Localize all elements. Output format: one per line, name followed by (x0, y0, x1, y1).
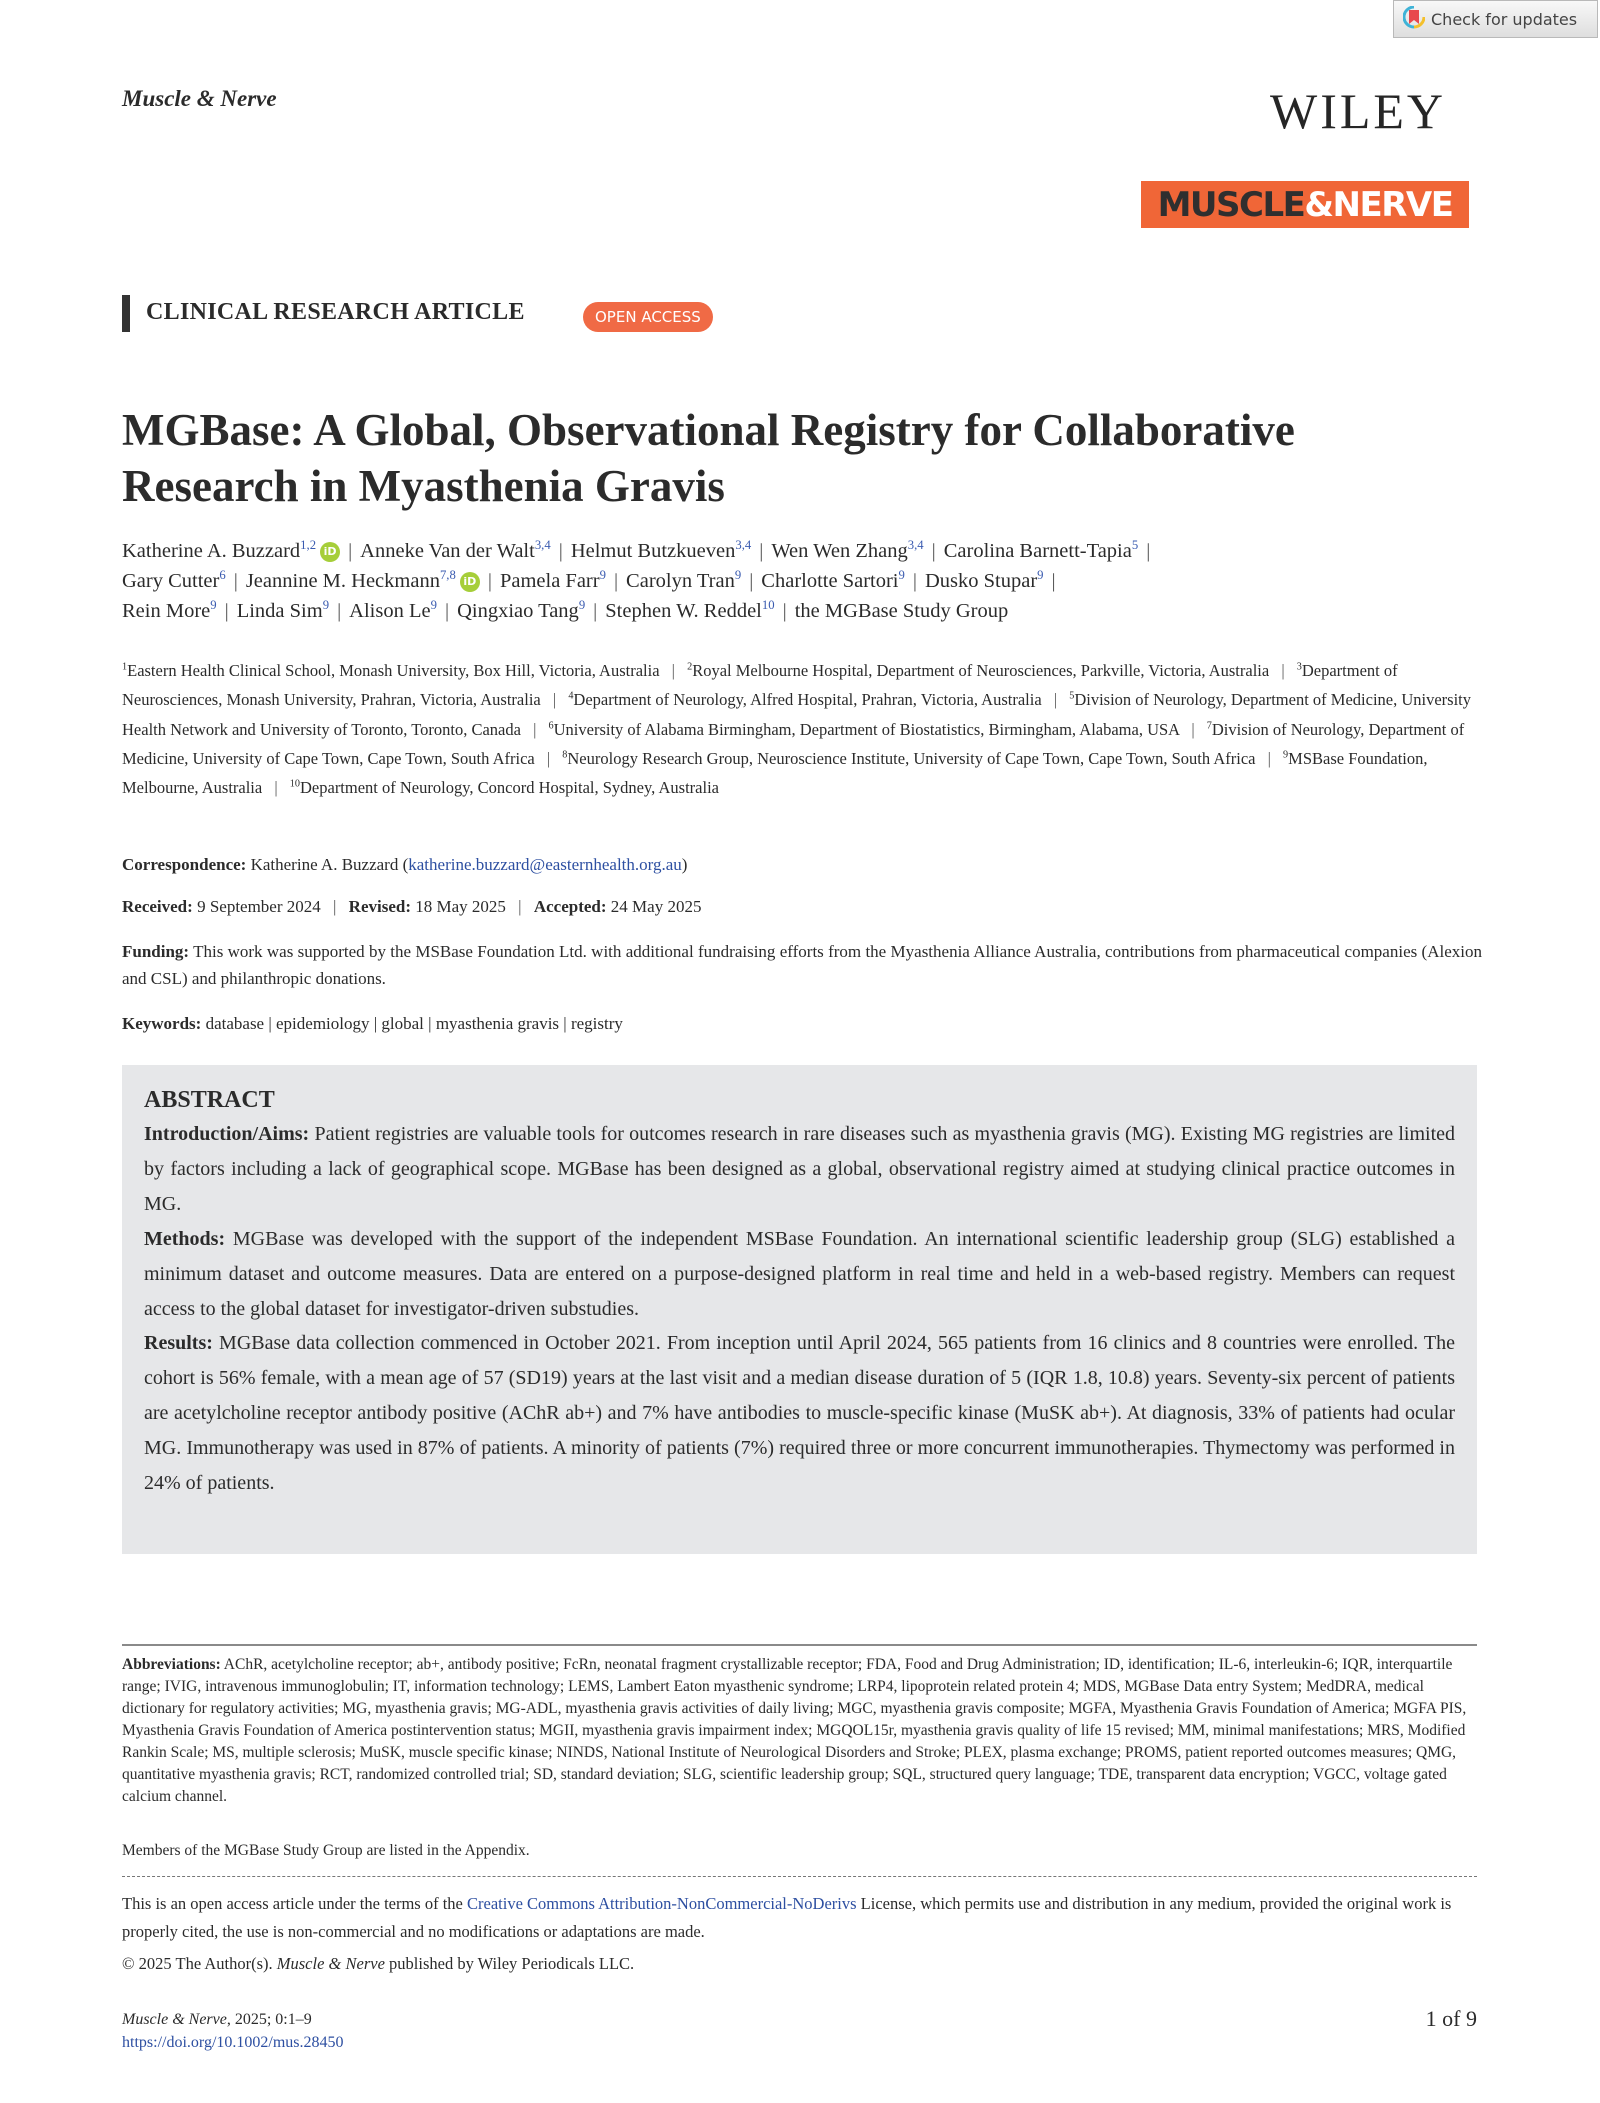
author[interactable]: Gary Cutter (122, 570, 220, 592)
affiliation: $^5$Division of Neurology, Department of Medicine, University Health Network and University of Toronto, Toronto, Canada (122, 690, 1472, 739)
accepted-date: 24 May 2025 (610, 897, 702, 916)
copyright-after: published by Wiley Periodicals LLC. (384, 1954, 635, 1973)
separator: | (274, 778, 278, 798)
revised-label: Revised: (348, 897, 411, 916)
affiliation-ref[interactable]: 1,2 (300, 538, 317, 553)
crossmark-icon (1403, 6, 1425, 32)
footer-journal-name: Muscle & Nerve (122, 2011, 227, 2028)
funding-label: Funding: (122, 942, 190, 961)
affiliation: $^3$Department of Neurosciences, Monash University, Prahran, Victoria, Australia (122, 661, 1398, 710)
abstract-section-text: MGBase data collection commenced in October 2021. From inception until April 2024, 565 patients from 16 clinics and 8 countries were enrolled. The cohort is 56% female, with a mean age of 57 (SD19) years at the last visit and a median disease duration of 5 (IQR 1.8, 10.8) years. Seventy-six percent of patients are acetylcholine receptor antibody positive (AChR ab+) and 7% have antibodies to muscle-specific kinase (MuSK ab+). At diagnosis, 33% of patients had ocular MG. Immunotherapy was used in 87% of patients. A minority of patients (7%) required three or more concurrent immunotherapies. Thymectomy was performed in 24% of patients. (144, 1332, 1455, 1495)
separator: | (671, 661, 675, 680)
funding-text: This work was supported by the MSBase Foundation Ltd. with additional fundraising efforts from the Myasthenia Alliance Australia, contributions from pharmaceutical companies (Alexion and CSL) and philanthropic donations. (122, 942, 1482, 988)
abbreviations-text: AChR, acetylcholine receptor; ab+, antibody positive; FcRn, neonatal fragment crystallizable receptor; FDA, Food and Drug Administration; ID, identification; IL-6, interleukin-6; IQR, interquartile range; IVIG, intravenous immunoglobulin; IT, information technology; LEMS, Lambert Eaton myasthenic syndrome; LRP4, lipoprotein related protein 4; MDS, MGBase Data entry System; MedDRA, medical dictionary for regulatory activities; MG, myasthenia gravis; MG-ADL, myasthenia gravis activities of daily living; MGC, myasthenia gravis composite; MGFA, Myasthenia Gravis Foundation of America; MGFA PIS, Myasthenia Gravis Foundation of America postintervention status; MGII, myasthenia gravis impairment index; MGQOL15r, myasthenia gravis quality of life 15 revised; MM, minimal manifestations; MRS, Modified Rankin Scale; MS, multiple sclerosis; MuSK, muscle specific kinase; NINDS, National Institute of Neurological Disorders and Stroke; PLEX, plasma exchange; PROMS, patient reported outcomes measures; QMG, quantitative myasthenia gravis; RCT, randomized controlled trial; SD, standard deviation; SLG, scientific leadership group; SQL, structured query language; TDE, transparent data encryption; VGCC, voltage gated calcium channel. (122, 1656, 1467, 1805)
separator: | (759, 540, 764, 562)
affiliation-ref[interactable]: 9 (578, 598, 586, 613)
separator: | (1053, 690, 1058, 710)
separator: | (782, 600, 787, 622)
keyword-list: database | epidemiology | global | myasthenia gravis | registry (205, 1014, 623, 1033)
article-title (122, 402, 1492, 514)
abstract-section-label: Methods: (144, 1227, 226, 1250)
affiliation: $^1$Eastern Health Clinical School, Monash University, Box Hill, Victoria, Australia (122, 661, 660, 680)
abstract-results (144, 1326, 1455, 1501)
license-text (122, 1890, 1477, 1946)
correspondence-email-link[interactable]: katherine.buzzard@easternhealth.org.au (408, 855, 682, 874)
separator: | (1191, 719, 1195, 739)
correspondence: Correspondence: Katherine A. Buzzard (katherine.buzzard@easternhealth.org.au) (122, 855, 688, 874)
license-before: This is an open access article under the terms of the (122, 1894, 468, 1913)
abbreviations-label: Abbreviations: (122, 1656, 221, 1673)
affiliation: $^6$University of Alabama Birmingham, Department of Biostatistics, Birmingham, Alabama, USA (548, 719, 1180, 739)
separator: | (931, 540, 936, 562)
separator: | (337, 600, 342, 622)
affiliation-ref[interactable]: 7,8 (439, 568, 456, 583)
separator: | (558, 540, 563, 562)
abbreviations (122, 1654, 1477, 1808)
separator: | (333, 897, 337, 916)
keyword: database (205, 1014, 265, 1033)
abstract-methods (144, 1222, 1455, 1327)
abstract-section-label: Introduction/Aims: (144, 1123, 310, 1145)
separator: | (348, 540, 353, 562)
separator: | (613, 570, 619, 592)
received-label: Received: (122, 897, 193, 916)
abstract-section-label: Results: (144, 1332, 213, 1355)
copyright-journal: Muscle & Nerve (276, 1954, 385, 1973)
keywords (122, 1010, 1482, 1037)
logo-ampersand: & (1304, 184, 1333, 225)
logo-part-muscle: MUSCLE (1157, 184, 1305, 225)
affiliation-ref[interactable]: 9 (734, 568, 742, 583)
separator: | (233, 570, 238, 592)
cc-license-link[interactable]: Creative Commons Attribution-NonCommercial-NoDerivs (467, 1894, 857, 1913)
affiliation: $^7$Division of Neurology, Department of Medicine, University of Cape Town, Cape Town, South Africa (122, 719, 1465, 768)
affiliation-ref[interactable]: 3,4 (907, 538, 924, 553)
wiley-logo (1270, 82, 1446, 140)
license-after: License, which permits use and distribution in any medium, provided the original work is properly cited, the use is non-commercial and no modifications or adaptations are made. (122, 1894, 1452, 1941)
orcid-icon[interactable]: iD (460, 572, 480, 592)
article-type: CLINICAL RESEARCH ARTICLE (146, 299, 525, 325)
journal-name: Muscle & Nerve (122, 86, 277, 111)
author[interactable]: Pamela Farr (499, 570, 600, 592)
abstract-section-text: MGBase was developed with the support of the independent MSBase Foundation. An international scientific leadership group (SLG) established a minimum dataset and outcome measures. Data are entered on a purpose-designed platform in real time and held in a web-based registry. Members can request access to the global dataset for investigator-driven substudies. (144, 1227, 1456, 1320)
article-type-bar (122, 295, 130, 332)
author[interactable]: Carolina Barnett-Tapia (943, 540, 1132, 562)
check-for-updates-label: Check for updates (1431, 9, 1578, 29)
affiliation: $^4$Department of Neurology, Alfred Hospital, Prahran, Victoria, Australia (568, 690, 1042, 710)
author[interactable]: Wen Wen Zhang (771, 540, 908, 562)
footer-citation (122, 2009, 312, 2031)
abstract-box (122, 1065, 1477, 1554)
author[interactable]: Rein More (122, 600, 211, 622)
correspondence-name: Katherine A. Buzzard (250, 855, 399, 874)
affiliation-ref[interactable]: 9 (898, 568, 905, 583)
orcid-icon[interactable]: iD (320, 542, 340, 562)
logo-part-nerve: NERVE (1332, 184, 1453, 225)
author[interactable]: Helmut Butzkueven (570, 540, 736, 562)
author[interactable]: Stephen W. Reddel (605, 600, 762, 622)
separator: | (1281, 661, 1285, 680)
correspondence-label: Correspondence: (122, 855, 247, 874)
affiliation-ref[interactable]: 6 (219, 568, 226, 583)
author[interactable]: Charlotte Sartori (761, 570, 899, 592)
wiley-logo-text: WILEY (1270, 83, 1447, 139)
title-line-2: Research in Myasthenia Gravis (122, 461, 725, 511)
separator: | (552, 690, 557, 710)
affiliation: $^8$Neurology Research Group, Neuroscience Institute, University of Cape Town, Cape Town, South Africa (562, 748, 1256, 768)
author[interactable]: Qingxiao Tang (457, 600, 579, 622)
separator: | (518, 897, 522, 916)
license-divider (122, 1876, 1477, 1877)
received-date: 9 September 2024 (197, 897, 321, 916)
author[interactable]: Jeannine M. Heckmann (245, 570, 440, 592)
separator: | (1051, 570, 1056, 592)
separator: | (1267, 748, 1271, 768)
abstract-introduction (144, 1117, 1455, 1222)
affiliation-ref[interactable]: 9 (599, 568, 606, 583)
affiliation-ref[interactable]: 9 (430, 598, 437, 613)
affiliation-ref[interactable]: 9 (1037, 568, 1044, 583)
keywords-label: Keywords: (122, 1014, 202, 1033)
separator: | (224, 600, 229, 622)
affiliations (122, 656, 1482, 802)
keyword: global (381, 1014, 424, 1033)
affiliation: $^2$Royal Melbourne Hospital, Department of Neurosciences, Parkville, Victoria, Australia (687, 661, 1270, 680)
copyright-before: © 2025 The Author(s). (122, 1954, 277, 1973)
affiliation-ref[interactable]: 9 (322, 598, 330, 613)
author[interactable]: Alison Le (349, 600, 431, 622)
article-dates (122, 893, 1482, 920)
author[interactable]: Katherine A. Buzzard (122, 540, 301, 562)
check-for-updates-button[interactable] (1393, 0, 1598, 38)
open-access-badge: OPEN ACCESS (583, 302, 713, 332)
affiliation-ref[interactable]: 3,4 (534, 538, 551, 553)
members-note: Members of the MGBase Study Group are listed in the Appendix. (122, 1842, 530, 1859)
muscle-nerve-logo (1141, 181, 1469, 228)
keyword: myasthenia gravis (435, 1014, 560, 1033)
funding (122, 938, 1482, 992)
affiliation-ref[interactable]: 10 (761, 598, 775, 613)
separator: | (1146, 540, 1151, 562)
separator: | (533, 719, 537, 739)
keyword: registry (570, 1014, 623, 1033)
title-line-1: MGBase: A Global, Observational Registry for Collaborative (122, 405, 1295, 455)
separator: | (593, 600, 598, 622)
separator: | (749, 570, 754, 592)
affiliation-ref[interactable]: 3,4 (735, 538, 752, 553)
author-list (122, 536, 1492, 626)
separator: | (487, 570, 492, 592)
author[interactable]: Anneke Van der Walt (360, 540, 535, 562)
keyword: epidemiology (276, 1014, 370, 1033)
affiliation: $^{10}$Department of Neurology, Concord Hospital, Sydney, Australia (289, 778, 719, 798)
page-number: 1 of 9 (1425, 2006, 1477, 2031)
abstract-heading: ABSTRACT (144, 1087, 275, 1113)
author[interactable]: the MGBase Study Group (794, 600, 1009, 622)
accepted-label: Accepted: (533, 897, 607, 916)
footer-volume: , 2025; 0:1–9 (226, 2011, 312, 2028)
separator: | (546, 748, 551, 768)
author[interactable]: Linda Sim (236, 600, 323, 622)
affiliation-ref[interactable]: 9 (210, 598, 217, 613)
affiliation: $^9$MSBase Foundation, Melbourne, Australia (122, 748, 1428, 798)
separator: | (444, 600, 450, 622)
separator: | (912, 570, 917, 592)
doi-link[interactable]: https://doi.org/10.1002/mus.28450 (122, 2034, 344, 2051)
affiliation-ref[interactable]: 5 (1131, 538, 1139, 553)
author[interactable]: Dusko Stupar (924, 570, 1038, 592)
abstract-section-text: Patient registries are valuable tools for outcomes research in rare diseases such as myasthenia gravis (MG). Existing MG registries are limited by factors including a lack of geographical scope. MGBase has been designed as a global, observational registry aimed at studying clinical practice outcomes in MG. (144, 1123, 1456, 1215)
footnote-divider (122, 1644, 1477, 1646)
author[interactable]: Carolyn Tran (626, 570, 735, 592)
revised-date: 18 May 2025 (415, 897, 506, 916)
copyright (122, 1951, 634, 1977)
